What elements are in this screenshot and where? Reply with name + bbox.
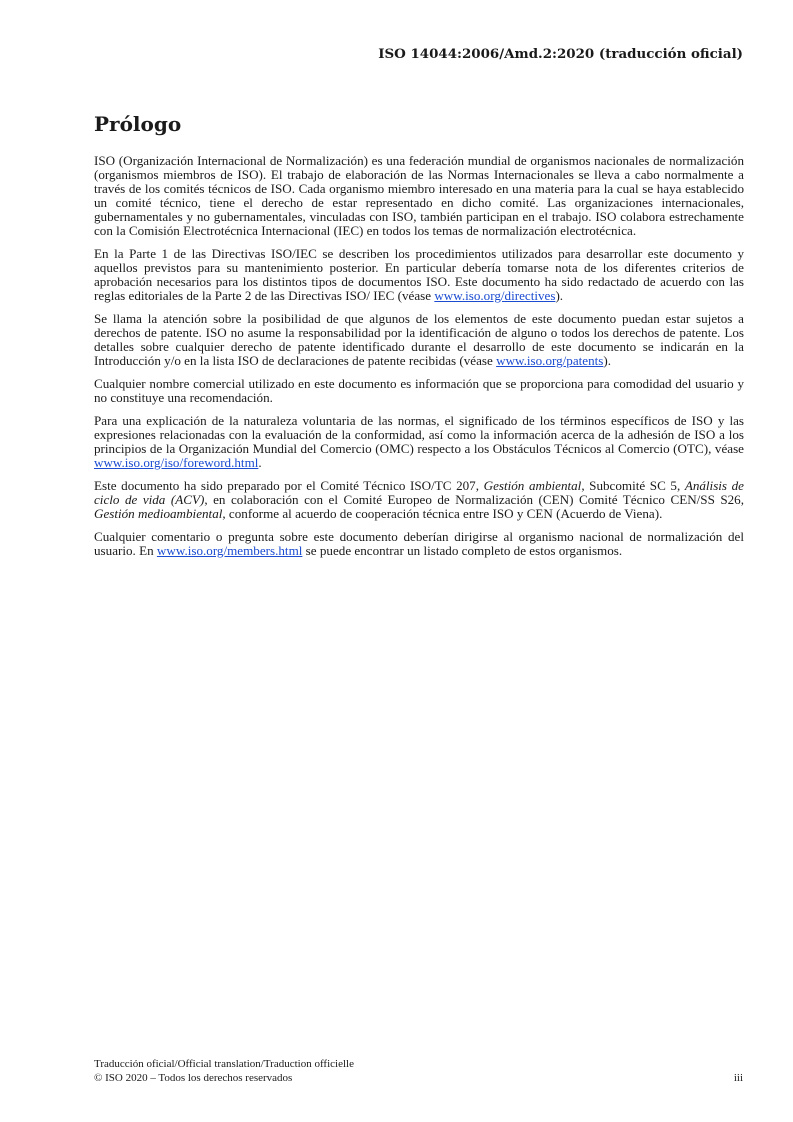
page-number: iii: [733, 1072, 743, 1084]
paragraph-6-text-3: , en colaboración con el Comité Europeo de Normalización (CEN) Comité Técnico CEN/SS S26,: [204, 491, 745, 507]
paragraph-7: [94, 530, 744, 558]
document-body: [94, 154, 744, 567]
paragraph-2-tail: ).: [555, 287, 564, 303]
paragraph-6-italic-3: Gestión medioambiental: [94, 505, 223, 521]
paragraph-3: [94, 312, 744, 368]
paragraph-3-text: Se llama la atención sobre la posibilidad de que algunos de los elementos de este documento puedan estar sujetos a derechos de patente. ISO no asume la responsabilidad por la identificación de alguno o todos los derechos de patente. Los detalles sobre cualquier derecho de patente identificado durante el desarrollo de este documento se indicarán en la Introducción y/o en la lista ISO de declaraciones de patente recibidas (véase: [94, 310, 744, 368]
paragraph-6-text-1: Este documento ha sido preparado por el Comité Técnico ISO/TC 207,: [94, 478, 484, 494]
paragraph-5-tail: .: [258, 454, 262, 470]
paragraph-2: [94, 247, 744, 303]
document-header: ISO 14044:2006/Amd.2:2020 (traducción oficial): [378, 46, 743, 62]
paragraph-6-italic-1: Gestión ambiental: [483, 478, 582, 494]
paragraph-5-text: Para una explicación de la naturaleza voluntaria de las normas, el significado de los términos específicos de ISO y las expresiones relacionadas con la evaluación de la conformidad, así como la información acerca de la adhesión de ISO a los principios de la Organización Mundial del Comercio (OMC) respecto a los Obstáculos Técnicos al Comercio (OTC), véase: [94, 413, 744, 456]
paragraph-4: Cualquier nombre comercial utilizado en este documento es información que se proporciona para comodidad del usuario y no constituye una recomendación.: [94, 375, 744, 405]
paragraph-3-tail: ).: [603, 352, 612, 368]
paragraph-2-text: En la Parte 1 de las Directivas ISO/IEC se describen los procedimientos utilizados para desarrollar este documento y aquellos previstos para su mantenimiento posterior. En particular debería tomarse nota de los diferentes criterios de aprobación necesarios para los distintos tipos de documentos ISO. Este documento ha sido redactado de acuerdo con las reglas editoriales de la Parte 2 de las Directivas ISO/ IEC (véase: [94, 245, 744, 303]
paragraph-7-tail: se puede encontrar un listado completo de estos organismos.: [302, 543, 623, 559]
paragraph-6-italic-2: Análisis de ciclo de vida (ACV): [94, 478, 744, 507]
foreword-link[interactable]: www.iso.org/iso/foreword.html: [94, 454, 259, 470]
directives-link[interactable]: www.iso.org/directives: [434, 287, 556, 303]
page-footer: [94, 1058, 354, 1085]
footer-copyright: © ISO 2020 – Todos los derechos reservados: [94, 1071, 293, 1084]
paragraph-6-text-4: , conforme al acuerdo de cooperación técnica entre ISO y CEN (Acuerdo de Viena).: [222, 505, 663, 521]
page-title: Prólogo: [94, 112, 182, 136]
members-link[interactable]: www.iso.org/members.html: [156, 543, 303, 559]
footer-translation-note: Traducción oficial/Official translation/Traduction officielle: [94, 1058, 354, 1070]
paragraph-1: ISO (Organización Internacional de Normalización) es una federación mundial de organismos nacionales de normalización (organismos miembros de ISO). El trabajo de elaboración de las Normas Internacionales se lleva a cabo normalmente a través de los comités técnicos de ISO. Cada organismo miembro interesado en una materia para la cual se haya establecido un comité técnico, tiene el derecho de estar representado en dicho comité. Las organizaciones internacionales, gubernamentales y no gubernamentales, vinculadas con ISO, también participan en el trabajo. ISO colabora estrechamente con la Comisión Electrotécnica Internacional (IEC) en todos los temas de normalización electrotécnica.: [94, 153, 744, 238]
paragraph-6-text-2: , Subcomité SC 5,: [581, 478, 685, 494]
paragraph-5: [94, 414, 744, 470]
paragraph-7-text: Cualquier comentario o pregunta sobre este documento deberían dirigirse al organismo nacional de normalización del usuario. En: [94, 529, 744, 559]
patents-link[interactable]: www.iso.org/patents: [496, 352, 604, 368]
paragraph-6: [94, 479, 744, 521]
